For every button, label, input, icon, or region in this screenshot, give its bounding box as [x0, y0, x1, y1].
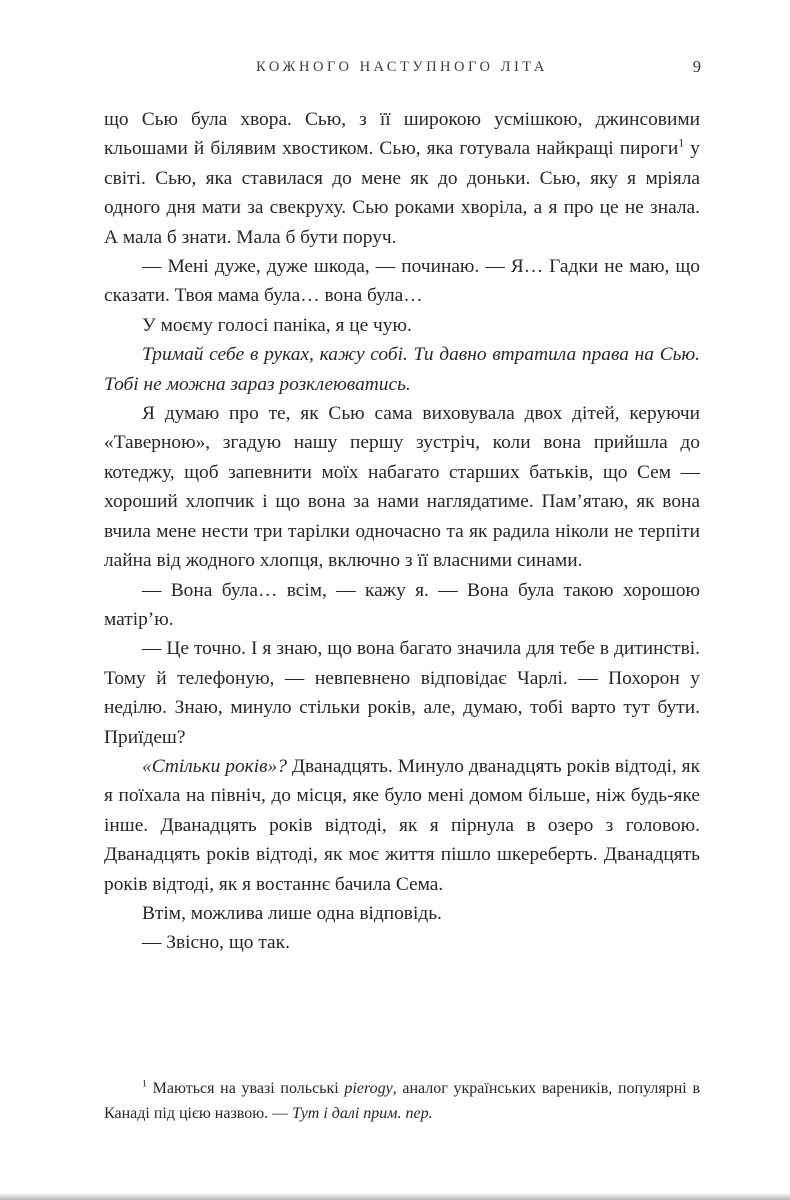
- text-run: «Стільки років»?: [142, 755, 287, 777]
- paragraph: [104, 928, 700, 957]
- text-run: — Мені дуже, дуже шкода, — починаю. — Я… Гадки не маю, що сказати. Твоя мама була… вона була…: [104, 256, 700, 307]
- footnote-text: [104, 1077, 700, 1126]
- paragraph: [104, 340, 700, 399]
- paragraph: [104, 899, 700, 928]
- text-run: — Це точно. І я знаю, що вона багато значила для тебе в дитинстві. Тому й телефоную, — невпевнено відповідає Чарлі. — Похорон у неділю. Знаю, минуло стільки років, але, думаю, тобі варто тут бути. Приїдеш?: [104, 638, 700, 748]
- text-run: Дванадцять. Минуло дванадцять років відтоді, як я поїхала на північ, до місця, яке було мені домом більше, ніж будь-яке інше. Дванадцять років відтоді, як я пірнула в озеро з головою. Дванадцять років відтоді, як моє життя пішло шкереберть. Дванадцять років відтоді, як я востаннє бачила Сема.: [104, 755, 700, 895]
- footnote-marker: 1: [142, 1078, 147, 1090]
- paragraph: [104, 634, 700, 752]
- text-run: — Звісно, що так.: [142, 932, 290, 954]
- paragraph: [104, 752, 700, 899]
- text-run: Я думаю про те, як Сью сама виховувала двох дітей, керуючи «Таверною», згадую нашу першу зустріч, коли вона прийшла до котеджу, щоб запевнити моїх набагато старших батьків, що Сем — хороший хлопчик і що вона за нами наглядатиме. Пам’ятаю, як вона вчила мене нести три тарілки одночасно та як радила ніколи не терпіти лайна від жодного хлопця, включно з її власними синами.: [104, 403, 700, 572]
- text-run: У моєму голосі паніка, я це чую.: [142, 314, 412, 336]
- footnote-marker: 1: [678, 135, 685, 150]
- text-run: pierogy: [344, 1080, 393, 1097]
- text-run: у світі. Сью, яка ставилася до мене як до доньки. Сью, яку я мріяла одного дня мати за свекруху. Сью роками хворіла, а я про це не знала. А мала б знати. Мала б бути поруч.: [104, 138, 700, 248]
- paragraph: [104, 252, 700, 311]
- paragraph: [104, 576, 700, 635]
- text-run: Тримай себе в руках, кажу собі. Ти давно втратила права на Сью. Тобі не можна зараз розклеюватись.: [104, 344, 700, 395]
- page-edge-shadow: [0, 1193, 790, 1200]
- body-text: [104, 105, 700, 958]
- footnote: [104, 1077, 700, 1126]
- text-run: Маються на увазі польські: [146, 1080, 345, 1097]
- paragraph: [104, 105, 700, 252]
- text-run: Тут і далі прим. пер.: [292, 1104, 433, 1122]
- running-header: КОЖНОГО НАСТУПНОГО ЛІТА: [256, 59, 548, 75]
- text-run: , аналог українських вареників, популярні в Канаді під цією назвою. —: [104, 1080, 701, 1122]
- text-run: Втім, можлива лише одна відповідь.: [142, 902, 442, 924]
- text-run: що Сью була хвора. Сью, з її широкою усмішкою, джинсовими кльошами й білявим хвостиком. Сью, яка готувала найкращі пироги: [104, 109, 700, 160]
- text-run: — Вона була… всім, — кажу я. — Вона була такою хорошою матір’ю.: [104, 579, 700, 630]
- paragraph: [104, 311, 700, 340]
- page-number: 9: [692, 57, 701, 76]
- paragraph: [104, 399, 700, 575]
